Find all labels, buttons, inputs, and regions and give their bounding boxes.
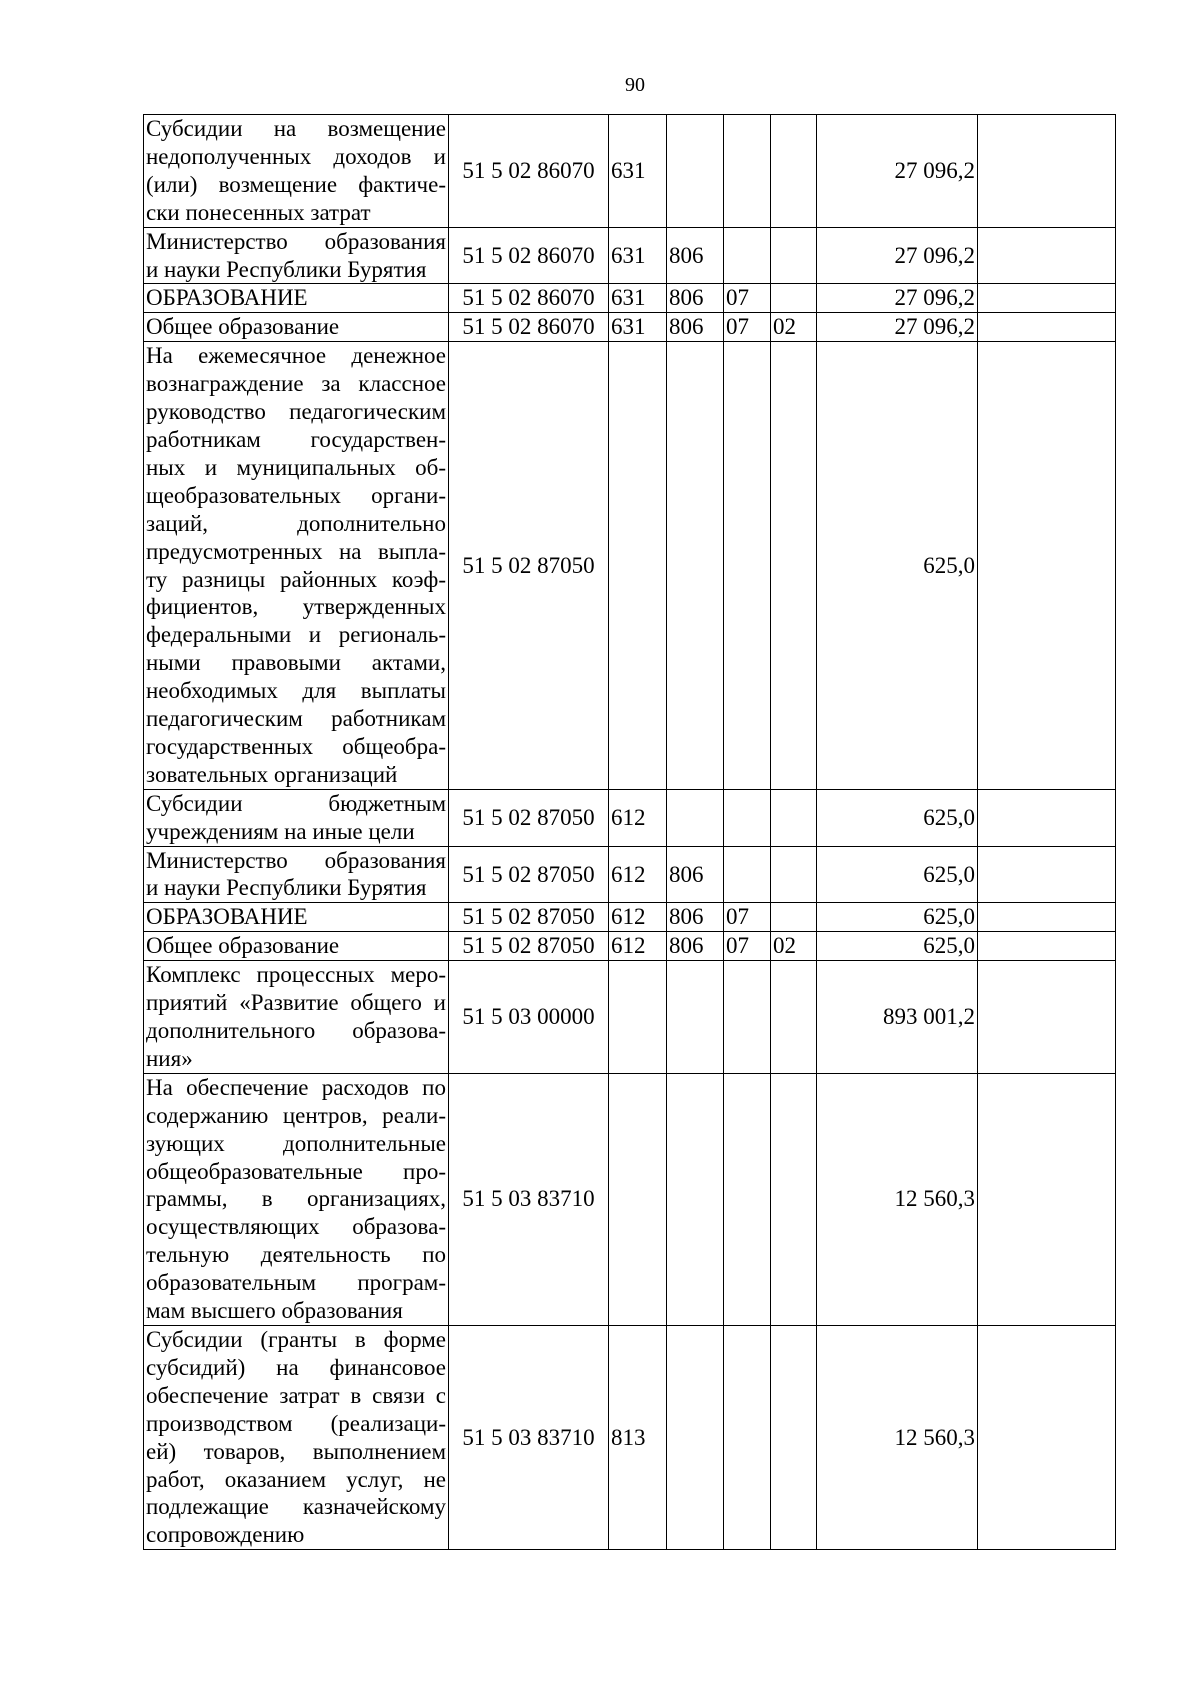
item-name-line: ОБРАЗОВАНИЕ <box>146 904 308 930</box>
empty-cell <box>978 1325 1116 1549</box>
ministry-code-cell: 806 <box>667 846 724 903</box>
empty-cell <box>978 789 1116 846</box>
item-name-cell <box>144 115 449 228</box>
expense-type-cell: 631 <box>609 227 667 284</box>
amount-cell: 27 096,2 <box>817 284 978 313</box>
item-name-line: производством (реализаци- <box>146 1410 446 1436</box>
table-row <box>144 1073 1116 1325</box>
amount-cell: 625,0 <box>817 342 978 790</box>
amount-cell: 27 096,2 <box>817 227 978 284</box>
item-name-line: приятий «Развитие общего и <box>146 990 446 1016</box>
item-name-line: общеобразовательные про- <box>146 1158 446 1184</box>
section-cell: 07 <box>724 284 771 313</box>
empty-cell <box>978 846 1116 903</box>
section-cell <box>724 1325 771 1549</box>
subsection-cell <box>771 342 817 790</box>
item-name-line: заций, дополнительно <box>146 510 446 536</box>
item-name-cell <box>144 789 449 846</box>
item-name-cell <box>144 284 449 313</box>
expense-type-cell: 631 <box>609 284 667 313</box>
item-name-line: Министерство образования <box>146 847 446 873</box>
item-name-cell <box>144 227 449 284</box>
empty-cell <box>978 903 1116 932</box>
item-name-line: и науки Республики Бурятия <box>146 875 427 901</box>
section-cell <box>724 961 771 1074</box>
item-name-cell <box>144 1325 449 1549</box>
budget-code-cell: 51 5 02 86070 <box>449 313 609 342</box>
subsection-cell <box>771 903 817 932</box>
section-cell <box>724 789 771 846</box>
empty-cell <box>978 313 1116 342</box>
item-name-line: руководство педагогическим <box>146 399 446 425</box>
item-name-line: ния» <box>146 1045 193 1071</box>
item-name-cell <box>144 903 449 932</box>
item-name-line: Общее образование <box>146 314 340 340</box>
item-name-line: государственных общеобра- <box>146 733 446 759</box>
amount-cell: 625,0 <box>817 932 978 961</box>
item-name-line: работ, оказанием услуг, не <box>146 1466 446 1492</box>
section-cell <box>724 227 771 284</box>
budget-code-cell: 51 5 02 87050 <box>449 932 609 961</box>
amount-cell: 625,0 <box>817 903 978 932</box>
item-name-line: вознаграждение за классное <box>146 371 446 397</box>
expense-type-cell <box>609 961 667 1074</box>
item-name-cell <box>144 846 449 903</box>
ministry-code-cell <box>667 789 724 846</box>
section-cell <box>724 1073 771 1325</box>
table-row <box>144 961 1116 1074</box>
subsection-cell <box>771 227 817 284</box>
item-name-line: педагогическим работникам <box>146 706 446 732</box>
item-name-line: На ежемесячное денежное <box>146 343 446 369</box>
item-name-line: граммы, в организациях, <box>146 1186 446 1212</box>
amount-cell: 12 560,3 <box>817 1073 978 1325</box>
subsection-cell <box>771 846 817 903</box>
amount-cell: 625,0 <box>817 846 978 903</box>
expense-type-cell <box>609 1073 667 1325</box>
table-row <box>144 115 1116 228</box>
item-name-line: Министерство образования <box>146 228 446 254</box>
table-row <box>144 1325 1116 1549</box>
item-name-line: субсидий) на финансовое <box>146 1354 446 1380</box>
item-name-line: учреждениям на иные цели <box>146 818 415 844</box>
item-name-line: Комплекс процессных меро- <box>146 962 446 988</box>
item-name-cell <box>144 342 449 790</box>
empty-cell <box>978 342 1116 790</box>
item-name-line: Субсидии бюджетным <box>146 790 446 816</box>
budget-code-cell: 51 5 03 83710 <box>449 1325 609 1549</box>
ministry-code-cell: 806 <box>667 932 724 961</box>
section-cell: 07 <box>724 903 771 932</box>
table-row <box>144 342 1116 790</box>
ministry-code-cell: 806 <box>667 903 724 932</box>
item-name-line: тельную деятельность по <box>146 1242 446 1268</box>
budget-code-cell: 51 5 02 86070 <box>449 115 609 228</box>
expense-type-cell: 631 <box>609 115 667 228</box>
subsection-cell <box>771 961 817 1074</box>
item-name-line: недополученных доходов и <box>146 143 446 169</box>
item-name-line: ных и муниципальных об- <box>146 454 446 480</box>
budget-code-cell: 51 5 03 00000 <box>449 961 609 1074</box>
table-row <box>144 313 1116 342</box>
item-name-line: сопровождению <box>146 1522 305 1548</box>
ministry-code-cell: 806 <box>667 227 724 284</box>
expense-type-cell: 813 <box>609 1325 667 1549</box>
amount-cell: 27 096,2 <box>817 115 978 228</box>
expense-type-cell: 612 <box>609 932 667 961</box>
item-name-line: необходимых для выплаты <box>146 678 446 704</box>
item-name-line: содержанию центров, реали- <box>146 1102 446 1128</box>
item-name-cell <box>144 961 449 1074</box>
item-name-line: осуществляющих образова- <box>146 1214 446 1240</box>
subsection-cell: 02 <box>771 313 817 342</box>
subsection-cell: 02 <box>771 932 817 961</box>
item-name-line: Субсидии на возмещение <box>146 116 446 141</box>
item-name-line: ту разницы районных коэф- <box>146 566 446 592</box>
item-name-line: фициентов, утвержденных <box>146 594 446 620</box>
expense-type-cell: 631 <box>609 313 667 342</box>
item-name-line: (или) возмещение фактиче- <box>146 171 446 197</box>
empty-cell <box>978 284 1116 313</box>
table-row <box>144 903 1116 932</box>
table-row <box>144 284 1116 313</box>
item-name-line: федеральными и региональ- <box>146 622 446 648</box>
item-name-line: ей) товаров, выполнением <box>146 1438 446 1464</box>
expense-type-cell <box>609 342 667 790</box>
item-name-line: предусмотренных на выпла- <box>146 538 446 564</box>
item-name-line: подлежащие казначейскому <box>146 1494 446 1520</box>
table-body <box>144 115 1116 1550</box>
item-name-line: ными правовыми актами, <box>146 650 446 676</box>
budget-code-cell: 51 5 02 87050 <box>449 789 609 846</box>
item-name-line: щеобразовательных органи- <box>146 482 446 508</box>
item-name-line: На обеспечение расходов по <box>146 1074 446 1100</box>
expense-type-cell: 612 <box>609 846 667 903</box>
section-cell: 07 <box>724 313 771 342</box>
item-name-line: Общее образование <box>146 933 340 959</box>
item-name-cell <box>144 313 449 342</box>
item-name-line: ОБРАЗОВАНИЕ <box>146 285 308 311</box>
section-cell <box>724 115 771 228</box>
ministry-code-cell <box>667 1073 724 1325</box>
empty-cell <box>978 1073 1116 1325</box>
item-name-line: работникам государствен- <box>146 426 446 452</box>
item-name-line: дополнительного образова- <box>146 1018 446 1043</box>
subsection-cell <box>771 115 817 228</box>
ministry-code-cell: 806 <box>667 284 724 313</box>
table-row <box>144 846 1116 903</box>
ministry-code-cell <box>667 1325 724 1549</box>
budget-code-cell: 51 5 02 86070 <box>449 284 609 313</box>
subsection-cell <box>771 284 817 313</box>
page-number: 90 <box>625 74 645 96</box>
ministry-code-cell <box>667 342 724 790</box>
table-row <box>144 227 1116 284</box>
ministry-code-cell: 806 <box>667 313 724 342</box>
item-name-line: зовательных организаций <box>146 761 398 787</box>
section-cell <box>724 846 771 903</box>
item-name-cell <box>144 1073 449 1325</box>
expense-type-cell: 612 <box>609 903 667 932</box>
ministry-code-cell <box>667 961 724 1074</box>
item-name-line: зующих дополнительные <box>146 1130 446 1156</box>
section-cell <box>724 342 771 790</box>
section-cell: 07 <box>724 932 771 961</box>
empty-cell <box>978 115 1116 228</box>
ministry-code-cell <box>667 115 724 228</box>
empty-cell <box>978 961 1116 1074</box>
budget-code-cell: 51 5 02 86070 <box>449 227 609 284</box>
item-name-line: образовательным програм- <box>146 1270 446 1296</box>
amount-cell: 893 001,2 <box>817 961 978 1074</box>
table-row <box>144 789 1116 846</box>
item-name-line: Субсидии (гранты в форме <box>146 1326 446 1352</box>
budget-code-cell: 51 5 02 87050 <box>449 846 609 903</box>
item-name-line: и науки Республики Бурятия <box>146 256 427 282</box>
expense-type-cell: 612 <box>609 789 667 846</box>
item-name-line: мам высшего образования <box>146 1298 403 1324</box>
amount-cell: 27 096,2 <box>817 313 978 342</box>
subsection-cell <box>771 789 817 846</box>
item-name-line: обеспечение затрат в связи с <box>146 1382 446 1408</box>
budget-code-cell: 51 5 03 83710 <box>449 1073 609 1325</box>
item-name-cell <box>144 932 449 961</box>
amount-cell: 12 560,3 <box>817 1325 978 1549</box>
subsection-cell <box>771 1325 817 1549</box>
empty-cell <box>978 932 1116 961</box>
amount-cell: 625,0 <box>817 789 978 846</box>
budget-code-cell: 51 5 02 87050 <box>449 903 609 932</box>
subsection-cell <box>771 1073 817 1325</box>
table-row <box>144 932 1116 961</box>
budget-table <box>143 114 1116 1550</box>
budget-code-cell: 51 5 02 87050 <box>449 342 609 790</box>
item-name-line: ски понесенных затрат <box>146 199 371 225</box>
empty-cell <box>978 227 1116 284</box>
